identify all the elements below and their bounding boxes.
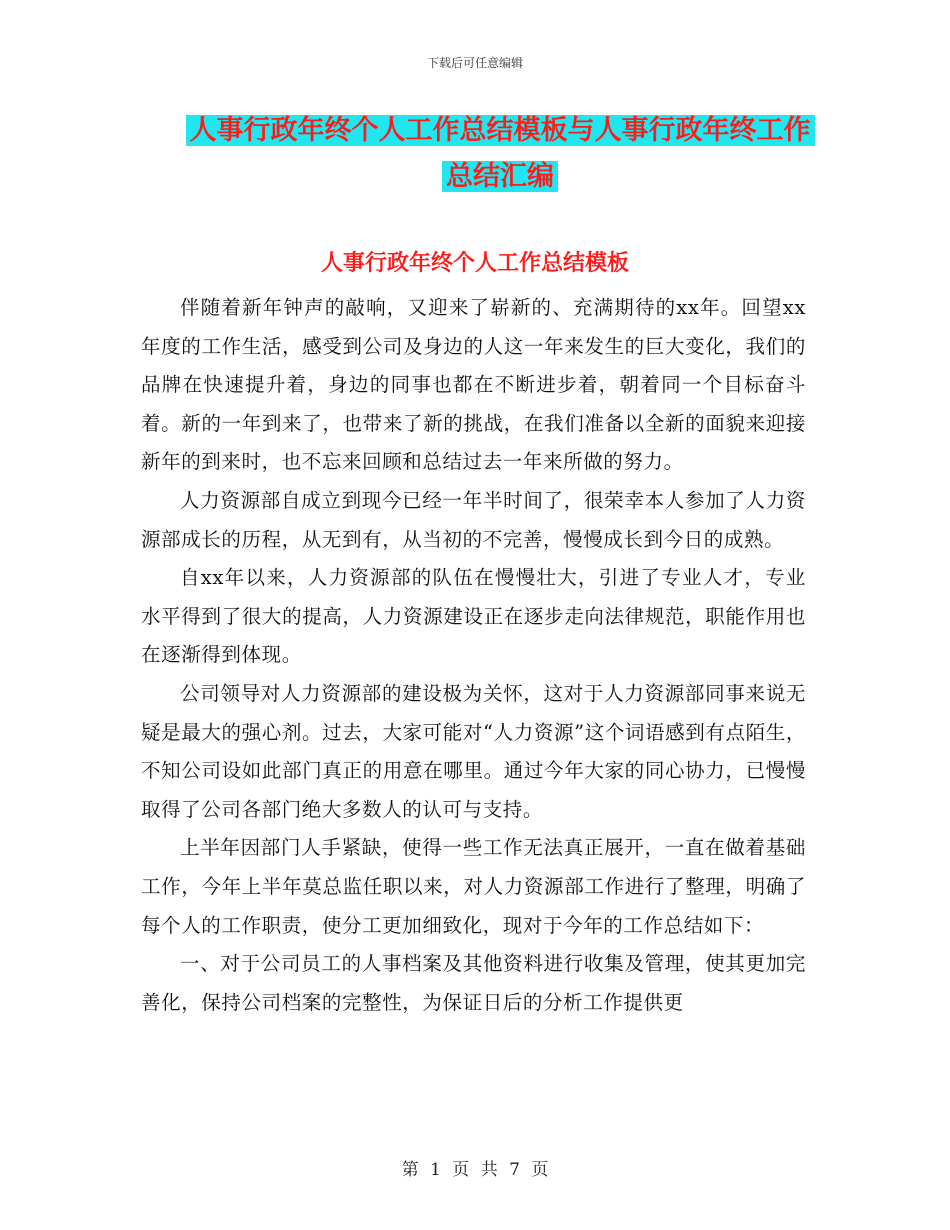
document-title — [140, 108, 860, 200]
section-title: 人事行政年终个人工作总结模板 — [320, 250, 629, 276]
paragraph: 伴随着新年钟声的敲响，又迎来了崭新的、充满期待的xx年。回望xx年度的工作生活，感受到公司及身边的人这一年来发生的巨大变化，我们的品牌在快速提升着，身边的同事也都在不断进步着，朝着同一个目标奋斗着。新的一年到来了，也带来了新的挑战，在我们准备以全新的面貌来迎接新年的到来时，也不忘来回顾和总结过去一年来所做的努力。 — [141, 296, 806, 474]
document-title-line-1: 人事行政年终个人工作总结模板与人事行政年终工作 — [186, 115, 815, 146]
paragraph: 上半年因部门人手紧缺，使得一些工作无法真正展开，一直在做着基础工作，今年上半年莫总监任职以来，对人力资源部工作进行了整理，明确了每个人的工作职责，使分工更加细致化，现对于今年的工作总结如下： — [141, 836, 806, 937]
paragraph: 自xx年以来，人力资源部的队伍在慢慢壮大，引进了专业人才，专业水平得到了很大的提高，人力资源建设正在逐步走向法律规范，职能作用也在逐渐得到体现。 — [141, 566, 806, 667]
paragraph: 人力资源部自成立到现今已经一年半时间了，很荣幸本人参加了人力资源部成长的历程，从无到有，从当初的不完善，慢慢成长到今日的成熟。 — [141, 488, 806, 551]
paragraph: 公司领导对人力资源部的建设极为关怀，这对于人力资源部同事来说无疑是最大的强心剂。过去，大家可能对“人力资源”这个词语感到有点陌生，不知公司设如此部门真正的用意在哪里。通过今年大家的同心协力，已慢慢取得了公司各部门绝大多数人的认可与支持。 — [141, 681, 806, 821]
page-number-footer: 第 1 页 共 7 页 — [401, 1160, 549, 1180]
body-text — [141, 289, 806, 1022]
document-title-line-2: 总结汇编 — [442, 161, 558, 192]
paragraph: 一、对于公司员工的人事档案及其他资料进行收集及管理，使其更加完善化，保持公司档案的完整性，为保证日后的分析工作提供更 — [141, 952, 806, 1014]
header-note: 下载后可任意编辑 — [426, 56, 523, 70]
